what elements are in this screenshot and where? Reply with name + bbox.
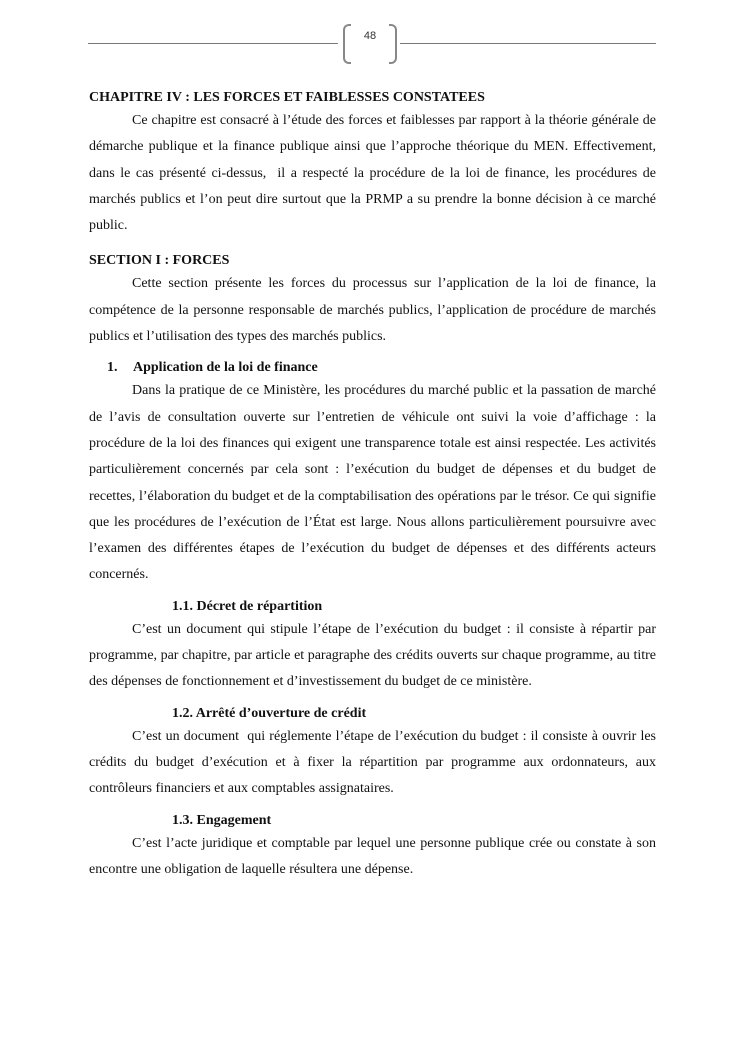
header-rule-right [400, 43, 656, 44]
page-number-bracket-right [389, 24, 397, 64]
page-number-bracket-left [343, 24, 351, 64]
item-paragraph-arrete: C’est un document qui réglemente l’étape de l’exécution du budget : il consiste à ouvrir les crédits du budget d’exécution et à fixer la répartition par programme aux ordonnateurs, aux contrôleurs financiers et aux comptables assignataires. [89, 728, 660, 797]
document-body [89, 88, 660, 883]
subsection-title: Application de la loi de finance [133, 360, 318, 376]
subsection-paragraph: Dans la pratique de ce Ministère, les procédures du marché public et la passation de marché de l’avis de consultation ouverte sur l’entretien de véhicule ont suivi la voie d’affichage : la procédure de la loi des finances qui exigent une transparence totale est ainsi respectée. Les activités particulièrement concernés par cela sont : l’exécution du budget de dépenses et du budget de recettes, l’élaboration du budget et de la comptabilisation des opérations par le trésor. Ce qui signifie que les procédures de l’exécution de l’État est large. Nous allons particulièrement poursuivre avec l’examen des différentes étapes de l’exécution du budget de dépenses et des différents acteurs concernés. [89, 383, 660, 583]
section-title: SECTION I : FORCES [89, 253, 230, 269]
item-paragraph-engagement: C’est l’acte juridique et comptable par lequel une personne publique crée ou constate à son encontre une obligation de laquelle résultera une dépense. [89, 835, 660, 877]
chapter-intro-paragraph: Ce chapitre est consacré à l’étude des forces et faiblesses par rapport à la théorie générale de démarche publique et la finance publique ainsi que l’approche théorique du MEN. Effectivement, dans le cas présenté ci-dessus, il a respecté la procédure de la loi de finance, les procédures de marchés publics et l’on peut dire surtout que la PRMP a su prendre la bonne décision à ce marché public. [89, 113, 660, 234]
item-paragraph-decret: C’est un document qui stipule l’étape de l’exécution du budget : il consiste à répartir par programme, par chapitre, par article et paragraphe des crédits ouverts sur chaque programme, au titre des dépenses de fonctionnement et d’investissement du budget de ce ministère. [89, 621, 660, 690]
subsection-heading [89, 358, 656, 378]
chapter-title: CHAPITRE IV : LES FORCES ET FAIBLESSES CONSTATEES [89, 90, 485, 105]
page-header [88, 24, 656, 64]
item-title-arrete: 1.2. Arrêté d’ouverture de crédit [172, 705, 367, 721]
subsection-number: 1. [107, 360, 118, 376]
header-rule-left [88, 43, 338, 44]
page-number: 48 [363, 30, 377, 42]
section-intro-paragraph: Cette section présente les forces du processus sur l’application de la loi de finance, la compétence de la personne responsable de marchés publics, l’application de procédure de marchés publics et l’utilisation des types des marchés publics. [89, 276, 660, 345]
item-title-decret: 1.1. Décret de répartition [172, 598, 323, 614]
item-title-engagement: 1.3. Engagement [172, 812, 272, 828]
